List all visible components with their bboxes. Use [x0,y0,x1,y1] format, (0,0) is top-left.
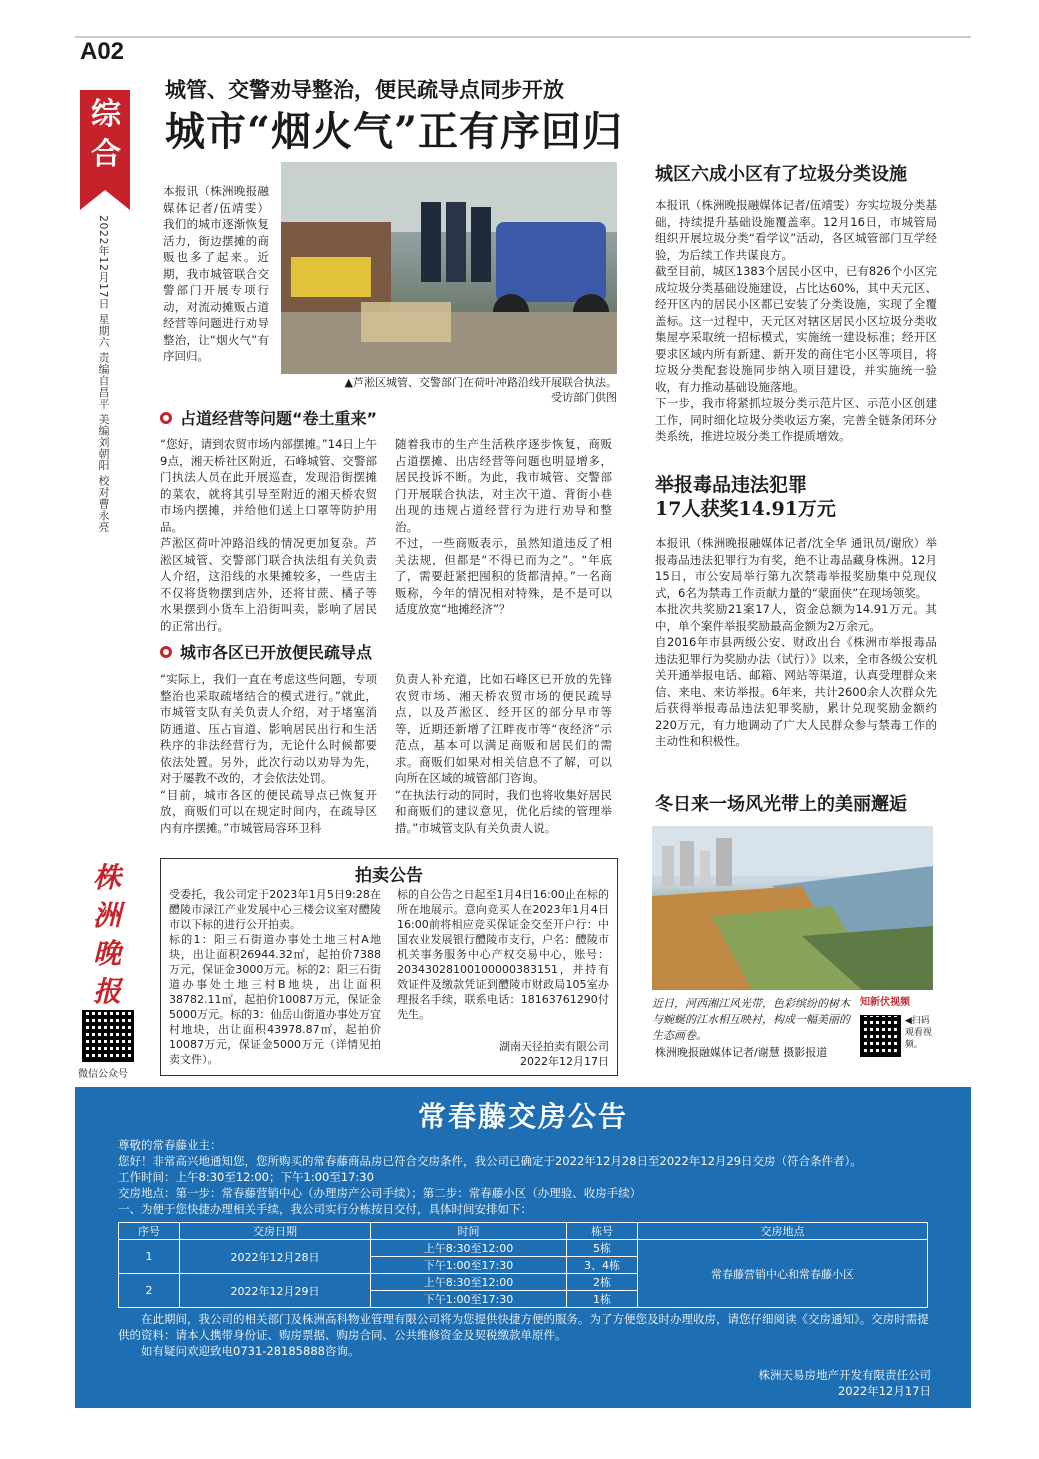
bullet-icon [160,412,172,424]
cell-building: 5栋 [567,1240,638,1257]
video-badge-label: 知新伏视频 [860,997,910,1008]
drug-body: 本报讯（株洲晚报融媒体记者/沈全华 通讯员/谢欣）举报毒品违法犯罪行为有奖，绝不让毒品藏身株洲。12月15日，市公安局举行第九次禁毒举报奖励集中兑现仪式，6名为禁毒工作贡献力量的“蒙面侠”在现场领奖。 本批次共奖励21案17人，资金总额为14.91万元。其中，单个案件举报奖励最高金额为2万余元。 自2016年市县两级公安、财政出台《株洲市举报毒品违法犯罪行为奖励办法（试行）》以来，全市各级公安机关开通举报电话、邮箱、网站等渠道，认真受理群众来信、来电、来访举报。6年来，共计2600余人次群众先后获得举报毒品违法犯罪奖励，累计兑现奖励金额约220万元，有力地调动了广大人民群众参与禁毒工作的主动性和积极性。 [655,536,937,748]
qr-label: 微信公众号 [78,1069,128,1080]
garbage-headline: 城区六成小区有了垃圾分类设施 [655,164,907,185]
garbage-body: 本报讯（株洲晚报融媒体记者/伍靖雯）夯实垃圾分类基础，持续提升基础设施覆盖率。12月16日，市城管局组织开展垃圾分类“看学议”活动，各区城管部门互学经验，为后续工作共谋良方。 截至目前，城区1383个居民小区中，已有826个小区完成垃圾分类基础设施建设，占比达60%，其中天元区、经开区内的居民小区都已安装了分类设施，实现了全覆盖标。这一过程中，天元区对辖区居民小区垃圾分类收集屋亭采取统一招标模式，实施统一建设标准；经开区要求区域内所有新建、新开发的商住宅小区等项目，将垃圾分类配套设施同步纳入项目建设，并实施统一验收，有力推动基础设施落地。 下一步，我市将紧抓垃圾分类示范片区、示范小区创建工作，同时细化垃圾分类收运方案，完善全链条闭环分类系统，推进垃圾分类工作提质增效。 [655,198,937,443]
scenery-headline: 冬日来一场风光带上的美丽邂逅 [655,794,907,815]
cell-time: 下午1:00至17:30 [371,1257,567,1274]
auction-column-1: 受委托，我公司定于2023年1月5日9:28在醴陵市渌江产业发展中心三楼会议室对醴陵市以下标的进行公开拍卖。 标的1：阳三石街道办事处土地三村A地块，出让面积26944.32㎡，起拍价7388万元，保证金3000万元。标的2：阳三石街道办事处土地三村B地块，出让面积38782.11㎡，起拍价10087万元，保证金5000万元。标的3：仙岳山街道办事处万宜村地块，出让面积43978.87㎡，起拍价10087万元，保证金5000万元（详情见拍卖文件）。 [169,888,381,1066]
section-label: 综合 [91,97,121,172]
photo-credit: 受访部门供图 [551,391,617,404]
scenery-credit: 株洲晚报融媒体记者/谢慧 摄影报道 [655,1046,828,1059]
cell-building: 3、4栋 [567,1257,638,1274]
col-header: 时间 [371,1223,567,1240]
video-badge[interactable] [860,996,932,1057]
cell-no: 2 [119,1274,180,1308]
lead-photo [281,162,617,374]
cell-time: 下午1:00至17:30 [371,1291,567,1308]
cell-building: 1栋 [567,1291,638,1308]
page-number: A02 [80,38,125,65]
sub2-column-2: 负责人补充道，比如石峰区已开放的先锋农贸市场、湘天桥农贸市场的便民疏导点，以及芦淞区、经开区的部分早市等等，近期还新增了江畔夜市等“夜经济”示范点，基本可以满足商贩和居民们的需求。商贩们如果对相关信息不了解，可以向所在区域的城管部门咨询。 “在执法行动的同时，我们也将收集好居民和商贩们的建议意见，优化后续的管理举措。”市城管支队有关负责人说。 [395,672,612,835]
col-header: 交房日期 [180,1223,371,1240]
section-banner-tail [80,190,130,210]
sub1-column-1: “您好，请到农贸市场内部摆摊。”14日上午9点，湘天桥社区附近，石峰城管、交警部门执法人员在此开展巡查，发现沿街摆摊的菜农，就将其引导至附近的湘天桥农贸市场内摆摊，并给他们送上口罩等防护用品。 芦淞区荷叶冲路沿线的情况更加复杂。芦淞区城管、交警部门联合执法组有关负责人介绍，这沿线的水果摊较多，一些店主不仅将货物摆到店外，还将甘蔗、橘子等水果摆到小货车上沿街叫卖，影响了居民的正常出行。 [160,437,377,633]
lead-kicker: 城管、交警劝导整治，便民疏导点同步开放 [165,77,564,102]
col-header: 交房地点 [638,1223,928,1240]
newspaper-logo: 株 洲 晚 报 [92,861,121,1008]
auction-signature: 湖南天径拍卖有限公司 2022年12月17日 [499,1040,609,1068]
video-qr-code[interactable] [860,1015,901,1057]
cell-no: 1 [119,1240,180,1274]
auction-column-2: 标的自公告之日起至1月4日16:00止在标的所在地展示。意向竞买人在2023年1月4日16:00前将相应竞买保证金交至开户行：中国农业发展银行醴陵市支行，户名：醴陵市机关事务服务中心产权交易中心，账号：20343028100100000383151，并持有效证件及缴款凭证到醴陵市财政局105室办理报名手续，联系电话：18163761290付先生。 [397,888,609,1021]
dateline: 2022年12月17日 星期六 责编自昌平 美编刘朝阳 校对曹永亮 [97,215,110,533]
drug-headline-1: 举报毒品违法犯罪 [655,474,808,496]
notice-signature: 株洲天易房地产开发有限责任公司 2022年12月17日 [758,1368,931,1398]
notice-line-3: 交房地点：第一步：常春藤营销中心（办理房产公司手续）；第二步：常春藤小区（办理验、收房手续） [118,1186,642,1200]
handover-table [118,1222,928,1308]
bullet-icon [160,646,172,658]
notice-paragraph-1: 在此期间，我公司的相关部门及株洲高科物业管理有限公司将为您提供快捷方便的服务。为了方便您及时办理收房，请您仔细阅读《交房通知》。交房时需提供的资料：请本人携带身份证、购房票据、购房合同、公共维修资金及契税缴款单原件。 [118,1312,929,1342]
sub2-column-1: “实际上，我们一直在考虑这些问题，专项整治也采取疏堵结合的模式进行。”就此，市城管支队有关负责人介绍，对于堵塞消防通道、压占盲道、影响居民出行和生活秩序的非法经营行为，无论什么时候都要依法处置。另外，此次行动以劝导为先，对于屡教不改的，才会依法处罚。 “目前，城市各区的便民疏导点已恢复开放，商贩们可以在规定时间内，在疏导区内有序摆摊。”市城管局容环卫科 [160,672,377,835]
photo-caption-text: ▲芦淞区城管、交警部门在荷叶冲路沿线开展联合执法。 [344,376,617,389]
table-header-row [119,1223,928,1240]
cell-location: 常春藤营销中心和常春藤小区 [638,1240,928,1308]
notice-salutation: 尊敬的常春藤业主： [118,1138,222,1152]
notice-title: 常春藤交房公告 [417,1100,628,1133]
handover-notice [75,1087,971,1408]
col-header: 栋号 [567,1223,638,1240]
cell-date: 2022年12月28日 [180,1240,371,1274]
wechat-qr-code[interactable] [82,1010,134,1062]
notice-line-1: 您好！非常高兴地通知您，您所购买的常春藤商品房已符合交房条件，我公司已确定于2022年12月28日至2022年12月29日交房（符合条件者）。 [118,1154,862,1168]
video-hint: ◀扫码观看视频。 [904,1016,932,1050]
table-row [119,1240,928,1257]
lead-photo-caption [281,375,617,405]
scenery-photo [652,826,933,990]
notice-line-4: 一、为便于您快捷办理相关手续，我公司实行分栋按日交付，具体时间安排如下： [118,1202,532,1216]
cell-time: 上午8:30至12:00 [371,1240,567,1257]
notice-line-2: 工作时间：上午8:30至12:00；下午1:00至17:30 [118,1170,374,1184]
scenery-caption: 近日，河西湘江风光带，色彩缤纷的树木与蜿蜒的江水相互映衬，构成一幅美丽的生态画卷。 [652,997,850,1042]
lead-headline: 城市“烟火气”正有序回归 [165,108,624,155]
auction-title: 拍卖公告 [355,866,423,886]
notice-paragraph-2: 如有疑问欢迎致电0731-28185888咨询。 [141,1344,360,1358]
drug-headline-2: 17人获奖14.91万元 [655,498,836,520]
sub1-column-2: 随着我市的生产生活秩序逐步恢复，商贩占道摆摊、出店经营等问题也明显增多，居民投诉不断。为此，我市城管、交警部门开展联合执法，对主次干道、背街小巷出现的违规占道经营行为进行劝导和整治。 不过，一些商贩表示，虽然知道违反了相关法规，但都是“不得已而为之”。“年底了，需要赶紧把囤积的货都清掉。”一名商贩称，今年的情况相对特殊，是不是可以适度放宽“地摊经济”？ [395,437,612,616]
subhead-1: 占道经营等问题“卷土重来” [160,406,377,429]
cell-time: 上午8:30至12:00 [371,1274,567,1291]
top-rule [75,36,971,38]
col-header: 序号 [119,1223,180,1240]
cell-date: 2022年12月29日 [180,1274,371,1308]
subhead-2: 城市各区已开放便民疏导点 [160,640,372,663]
lead-intro: 本报讯（株洲晚报融媒体记者/伍靖雯）我们的城市逐渐恢复活力，街边摆摊的商贩也多了起来。近期，我市城管联合交警部门开展专项行动，对流动摊贩占道经营等问题进行劝导整治，让“烟火气”有序回归。 [163,184,269,363]
cell-building: 2栋 [567,1274,638,1291]
auction-notice [160,858,618,1076]
